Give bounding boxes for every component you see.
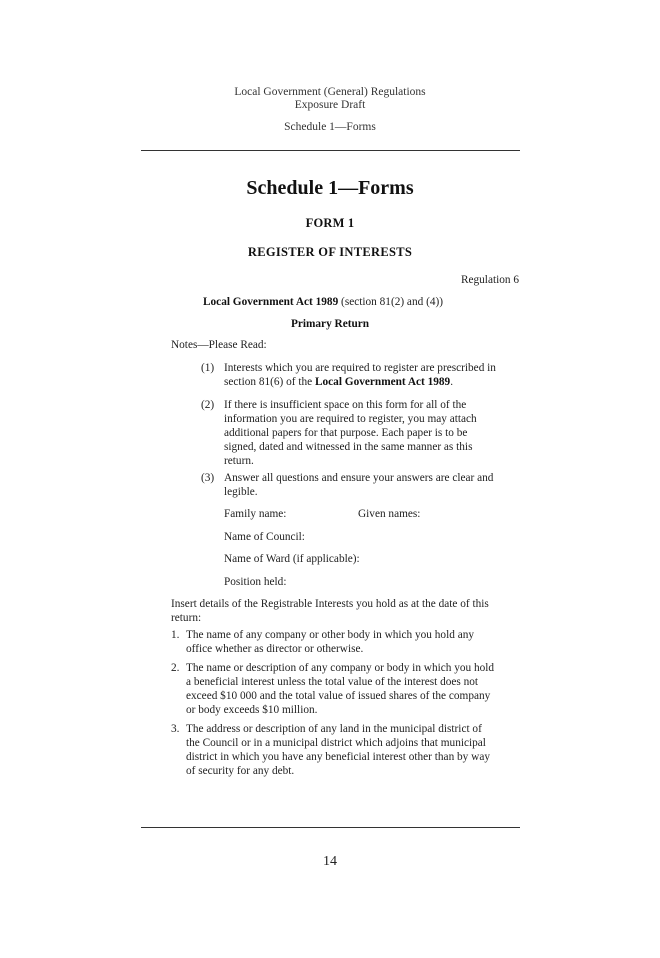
ward-name-label: Name of Ward (if applicable): (224, 553, 360, 565)
item-line: office whether as director or otherwise. (186, 643, 364, 655)
act-section: (section 81(2) and (4)) (338, 296, 444, 308)
act-reference (203, 295, 443, 309)
page-number: 14 (323, 854, 337, 869)
item-line: exceed $10 000 and the total value of issued shares of the company (186, 690, 491, 702)
form-title: REGISTER OF INTERESTS (247, 245, 413, 259)
item-line: district in which you have any beneficial interest other than by way (186, 751, 490, 763)
schedule-title: Schedule 1—Forms (246, 177, 414, 199)
note-text (224, 361, 517, 389)
note-line: section 81(6) of the Local Government Act 1989. (224, 376, 454, 388)
item-line: The name or description of any company or body in which you hold (186, 662, 495, 674)
regulation-reference: Regulation 6 (460, 274, 519, 286)
instruction-line: return: (171, 612, 202, 624)
notes-heading: Notes—Please Read: (171, 339, 267, 351)
note-number: (1) (201, 362, 215, 374)
note-line: legible. (224, 486, 258, 498)
note-text (224, 471, 517, 499)
header-rule (141, 150, 520, 151)
item-line: the Council or in a municipal district which adjoins that municipal (186, 737, 486, 749)
running-header-section: Schedule 1—Forms (284, 121, 376, 133)
position-held-label: Position held: (224, 576, 287, 588)
footer-rule (141, 827, 520, 828)
given-names-label: Given names: (358, 508, 421, 520)
item-number: 3. (171, 723, 180, 735)
instruction-text (171, 597, 521, 625)
note-number: (3) (201, 472, 215, 484)
note-line: Answer all questions and ensure your answers are clear and (224, 472, 494, 484)
note-line: information you are required to register, you may attach (224, 413, 477, 425)
item-number: 1. (171, 629, 180, 641)
running-header-title: Local Government (General) Regulations (234, 86, 426, 98)
form-number: FORM 1 (305, 216, 355, 230)
item-line: The name of any company or other body in which you hold any (186, 629, 474, 641)
family-name-label: Family name: (224, 508, 287, 520)
note-line: signed, dated and witnessed in the same manner as this (224, 441, 473, 453)
running-header-status: Exposure Draft (294, 99, 366, 111)
item-number: 2. (171, 662, 180, 674)
instruction-line: Insert details of the Registrable Interests you hold as at the date of this (171, 598, 489, 610)
note-line: return. (224, 455, 254, 467)
item-line: The address or description of any land in the municipal district of (186, 723, 482, 735)
note-line: additional papers for that purpose. Each paper is to be (224, 427, 468, 439)
item-text (186, 628, 514, 656)
item-line: of security for any debt. (186, 765, 295, 777)
note-line: If there is insufficient space on this form for all of the (224, 399, 467, 411)
note-number: (2) (201, 399, 215, 411)
council-name-label: Name of Council: (224, 531, 305, 543)
item-text (186, 661, 514, 717)
act-name: Local Government Act 1989 (203, 296, 339, 308)
note-text (224, 398, 517, 468)
item-line: or body exceeds $10 million. (186, 704, 318, 716)
return-type: Primary Return (290, 318, 370, 330)
note-line: Interests which you are required to register are prescribed in (224, 362, 496, 374)
item-text (186, 722, 514, 778)
act-name-inline: Local Government Act 1989 (314, 376, 451, 388)
item-line: a beneficial interest unless the total value of the interest does not (186, 676, 479, 688)
